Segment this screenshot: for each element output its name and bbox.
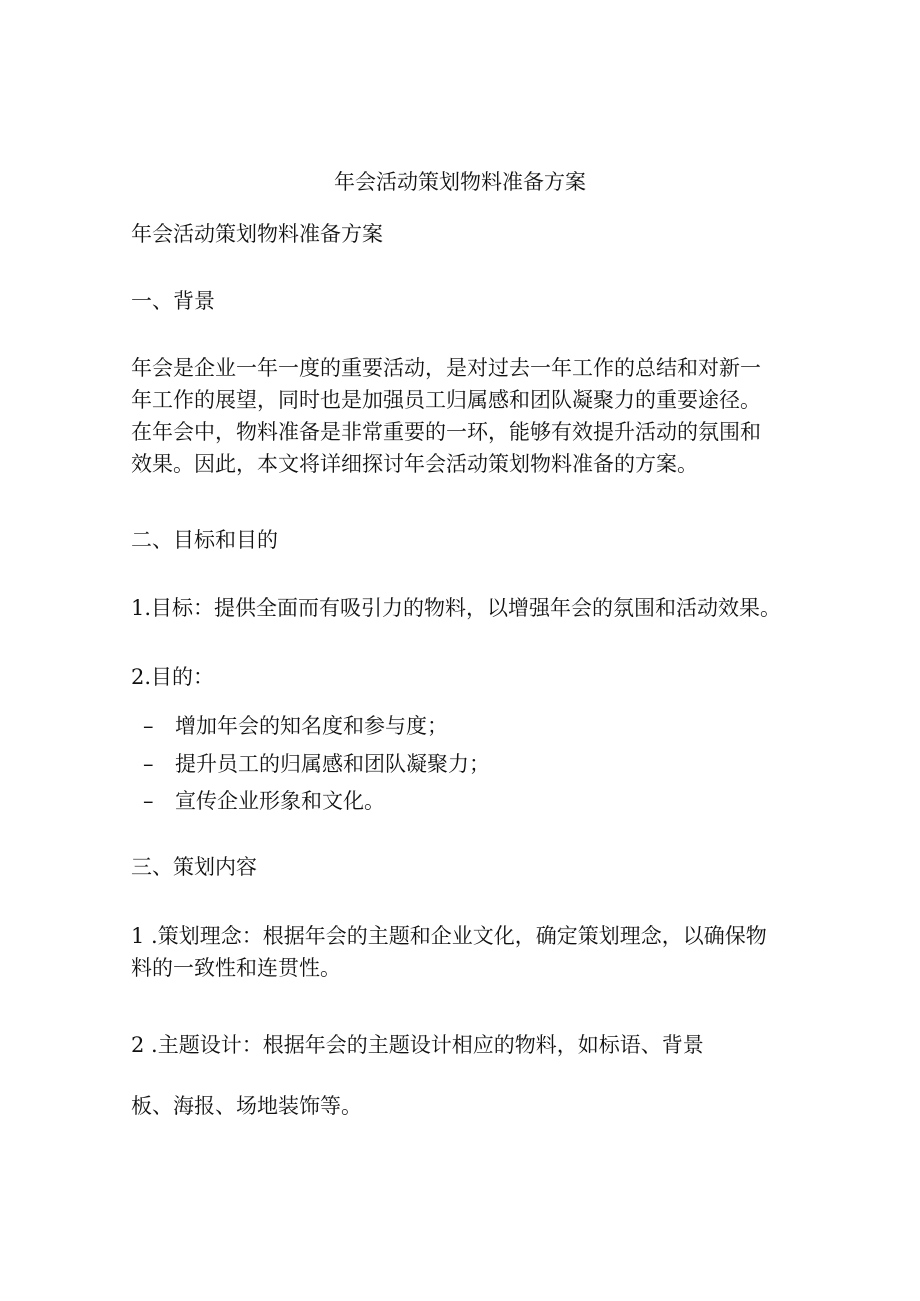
document-title: 年会活动策划物料准备方案 <box>334 170 586 194</box>
list-item-text: 增加年会的知名度和参与度； <box>175 714 448 738</box>
dash-bullet-icon: – <box>143 789 154 813</box>
paragraph-line: 年工作的展望，同时也是加强员工归属感和团队凝聚力的重要途径。 <box>131 388 761 412</box>
dash-bullet-icon: – <box>143 714 154 738</box>
section-3-item-2-continuation: 板、海报、场地装饰等。 <box>131 1094 362 1118</box>
paragraph-line: 在年会中，物料准备是非常重要的一环，能够有效提升活动的氛围和 <box>131 420 761 444</box>
list-item <box>143 748 490 780</box>
list-item-text: 宣传企业形象和文化。 <box>175 789 385 813</box>
paragraph-line: 效果。因此，本文将详细探讨年会活动策划物料准备的方案。 <box>131 452 698 476</box>
dash-bullet-icon: – <box>143 752 154 776</box>
goal-line: 1.目标：提供全面而有吸引力的物料，以增强年会的氛围和活动效果。 <box>131 596 782 620</box>
list-item <box>143 710 448 742</box>
section-2-heading: 二、目标和目的 <box>131 528 278 552</box>
list-item <box>143 785 385 817</box>
section-3-heading: 三、策划内容 <box>131 855 257 879</box>
section-3-item-2: 2 .主题设计：根据年会的主题设计相应的物料，如标语、背景 <box>131 1033 704 1057</box>
paragraph-line: 1 .策划理念：根据年会的主题和企业文化，确定策划理念，以确保物 <box>131 924 767 948</box>
paragraph-line: 年会是企业一年一度的重要活动，是对过去一年工作的总结和对新一 <box>131 356 761 380</box>
section-3-item-1 <box>131 920 791 984</box>
purpose-label: 2.目的： <box>131 665 215 689</box>
section-1-heading: 一、背景 <box>131 289 215 313</box>
paragraph-line: 料的一致性和连贯性。 <box>131 956 341 980</box>
list-item-text: 提升员工的归属感和团队凝聚力； <box>175 752 490 776</box>
document-subtitle: 年会活动策划物料准备方案 <box>131 222 383 246</box>
section-1-paragraph <box>131 352 791 480</box>
